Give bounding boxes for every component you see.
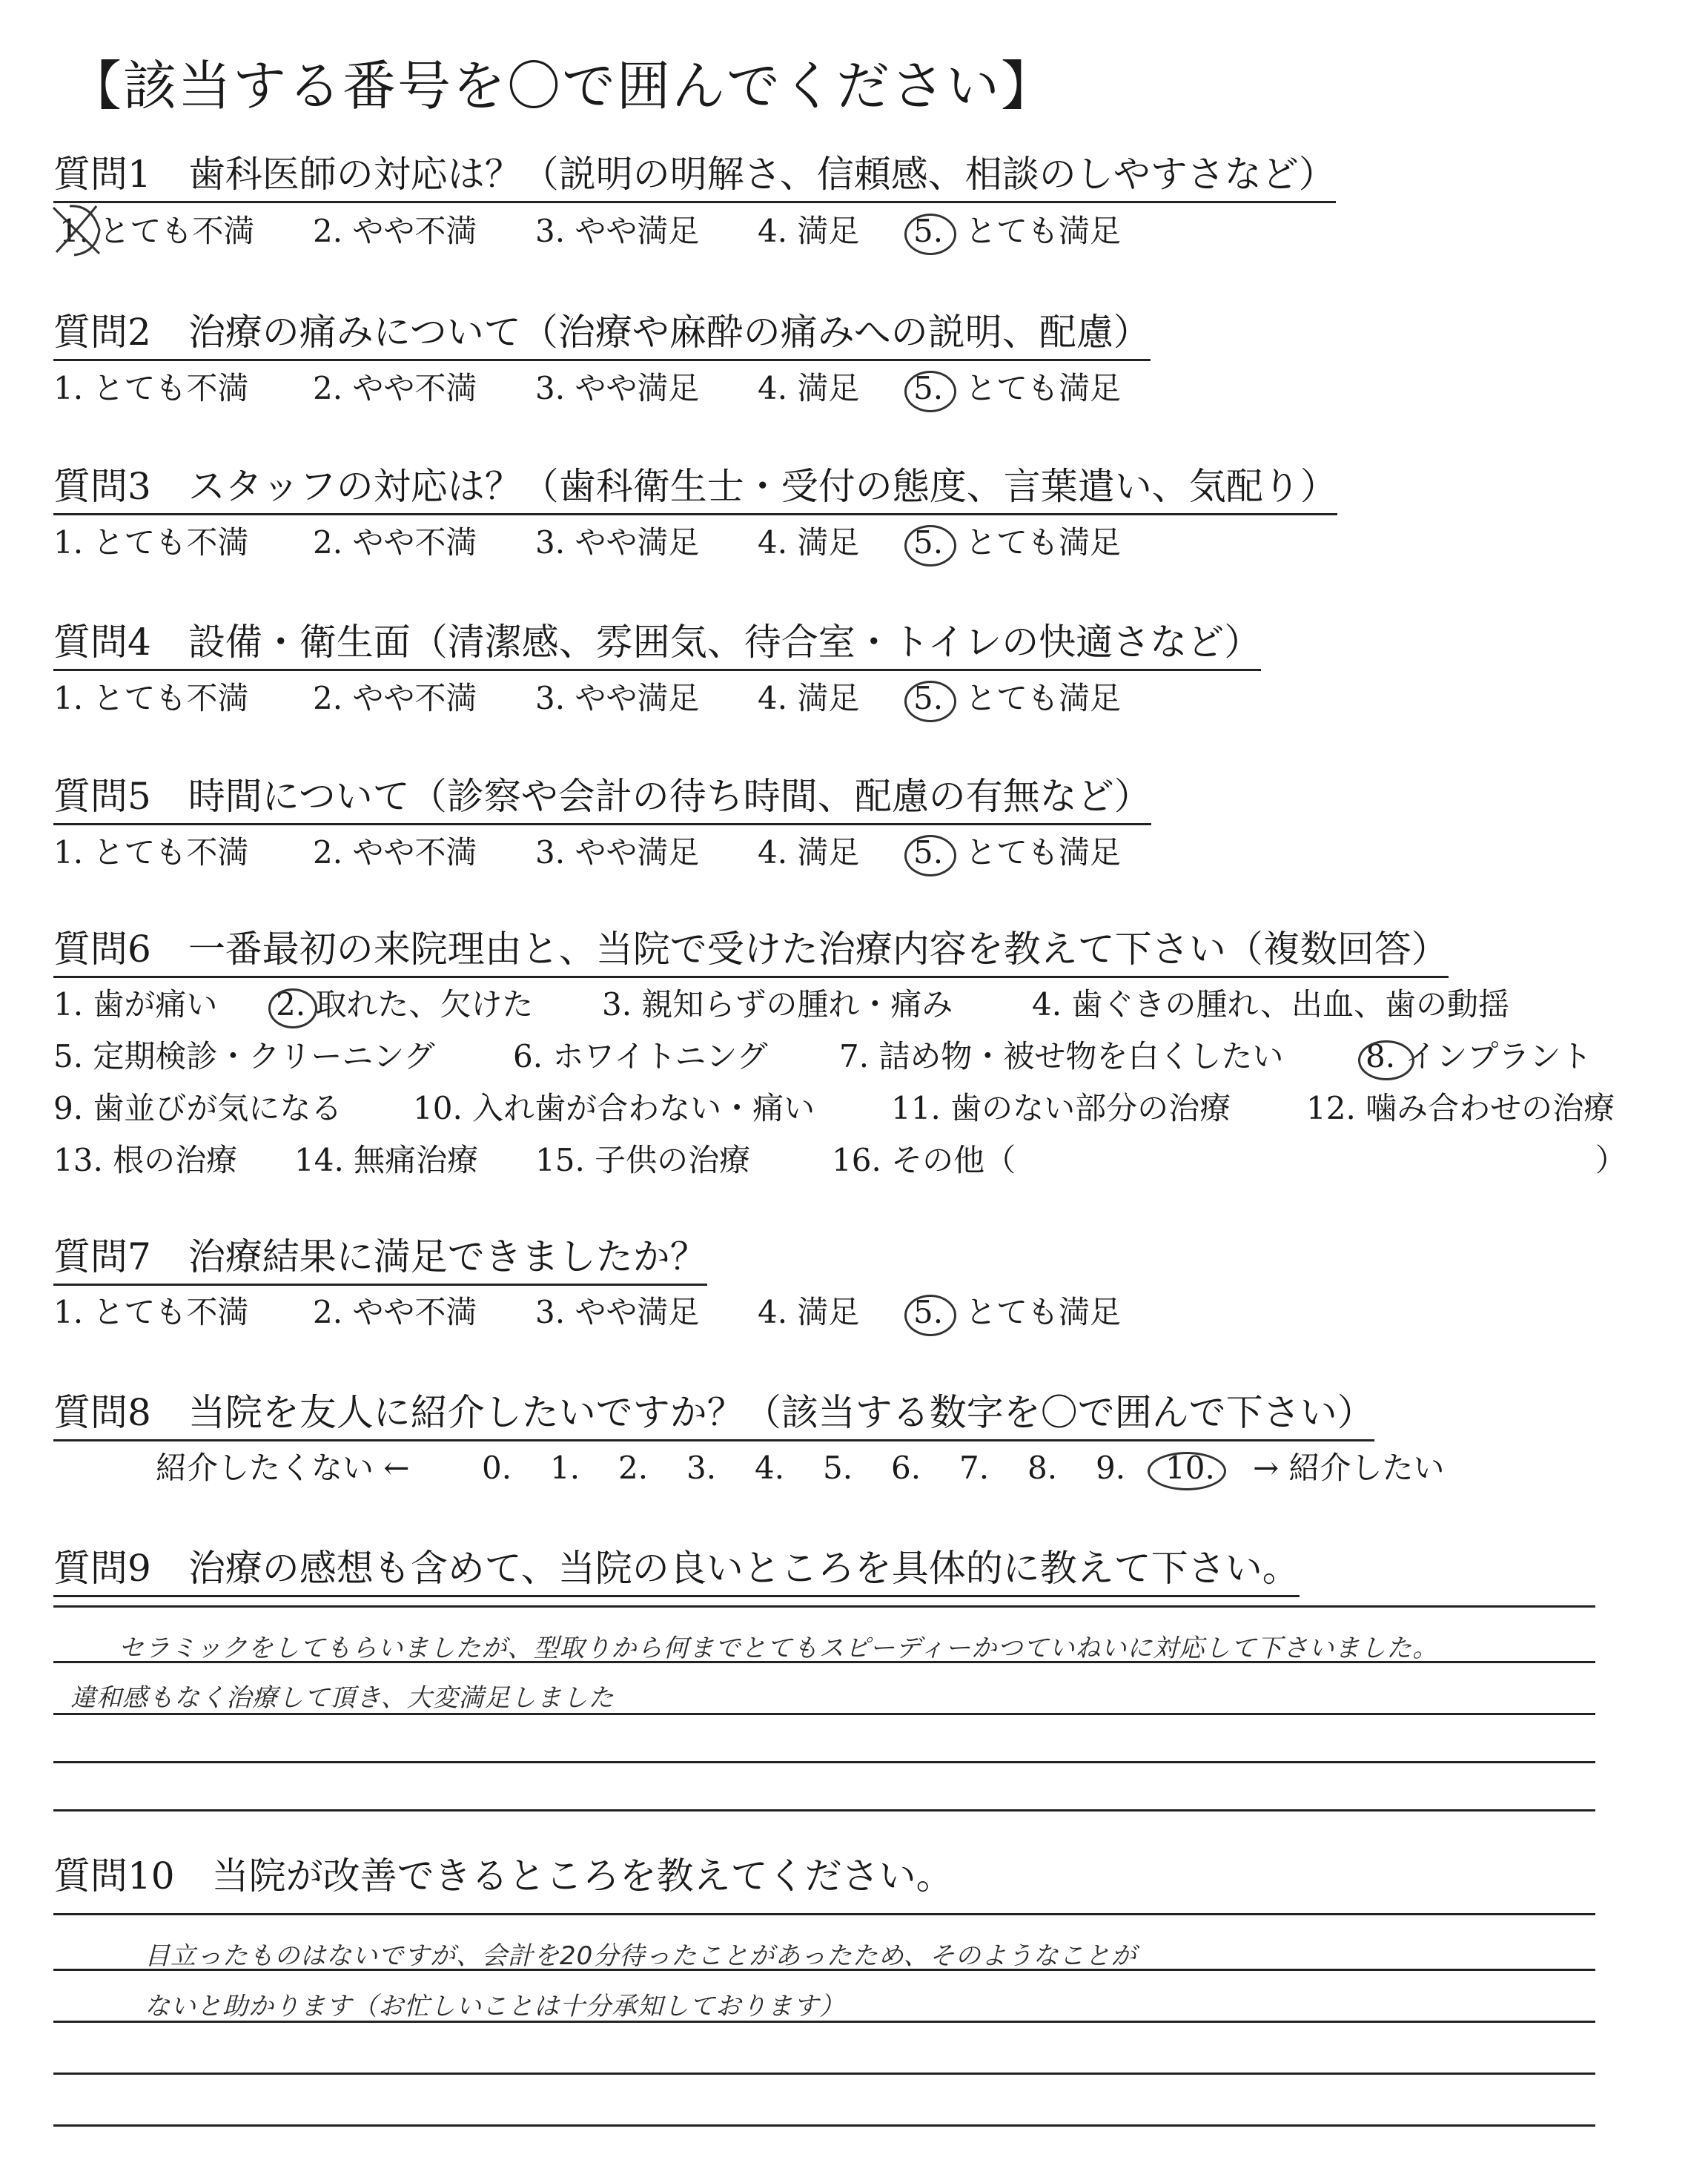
scale-8[interactable]: 8.: [1027, 1450, 1058, 1486]
question-number: 質問1: [53, 153, 151, 196]
option-2[interactable]: 2. やや不満: [313, 834, 477, 871]
question-number: 質問2: [53, 311, 151, 354]
question-number: 質問6: [53, 928, 151, 971]
option-5-label: とても満足: [965, 680, 1122, 716]
option-5-label: とても満足: [965, 370, 1122, 406]
question-text: 一番最初の来院理由と、当院で受けた治療内容を教えて下さい（複数回答）: [188, 928, 1449, 971]
scale-5[interactable]: 5.: [823, 1450, 853, 1486]
option-5[interactable]: 5.: [913, 834, 944, 871]
q6-option-16[interactable]: 16. その他（: [832, 1142, 1016, 1178]
scale-0[interactable]: 0.: [482, 1450, 512, 1486]
q6-option-10[interactable]: 10. 入れ歯が合わない・痛い: [413, 1090, 815, 1126]
question-4-title: [53, 620, 1261, 671]
option-2[interactable]: 2. やや不満: [313, 524, 477, 561]
answer-line: [53, 1809, 1595, 1811]
option-3[interactable]: 3. やや満足: [535, 524, 700, 561]
q6-option-16-close: ）: [1595, 1142, 1627, 1178]
q6-option-12[interactable]: 12. 噛み合わせの治療: [1306, 1090, 1615, 1126]
scale-1[interactable]: 1.: [550, 1450, 580, 1486]
scale-9[interactable]: 9.: [1096, 1450, 1126, 1486]
question-text: スタッフの対応は？（歯科衛生士・受付の態度、言葉遣い、気配り）: [188, 465, 1337, 508]
answer-line: [53, 1761, 1595, 1763]
option-3[interactable]: 3. やや満足: [535, 370, 700, 406]
option-3[interactable]: 3. やや満足: [535, 213, 700, 249]
option-2[interactable]: 2. やや不満: [313, 1294, 477, 1330]
option-1[interactable]: 1. とても不満: [53, 370, 249, 406]
option-5[interactable]: 5.: [913, 524, 944, 561]
question-text: 当院を友人に紹介したいですか？（該当する数字を〇で囲んで下さい）: [188, 1391, 1374, 1434]
question-3-title: [53, 464, 1337, 515]
scale-6[interactable]: 6.: [891, 1450, 921, 1486]
question-number: 質問9: [53, 1547, 151, 1590]
question-text: 時間について（診察や会計の待ち時間、配慮の有無など）: [188, 775, 1151, 818]
scale-left-label: 紹介したくない ←: [156, 1450, 410, 1486]
question-number: 質問8: [53, 1391, 151, 1434]
option-5[interactable]: 5.: [913, 680, 944, 716]
option-1[interactable]: 1. とても不満: [53, 680, 249, 716]
option-4[interactable]: 4. 満足: [758, 680, 860, 716]
question-5-title: [53, 774, 1151, 825]
option-2[interactable]: 2. やや不満: [313, 370, 477, 406]
option-5-label: とても満足: [965, 213, 1122, 249]
question-2-title: [53, 310, 1151, 361]
option-3[interactable]: 3. やや満足: [535, 680, 700, 716]
option-1[interactable]: 1. とても不満: [59, 213, 255, 249]
q6-option-15[interactable]: 15. 子供の治療: [535, 1142, 751, 1178]
answer-line: [53, 1605, 1595, 1608]
option-5-label: とても満足: [965, 834, 1122, 871]
q6-option-7[interactable]: 7. 詰め物・被せ物を白くしたい: [839, 1038, 1284, 1074]
option-4[interactable]: 4. 満足: [758, 370, 860, 406]
question-number: 質問10: [53, 1855, 175, 1898]
option-3[interactable]: 3. やや満足: [535, 1294, 700, 1330]
answer-line: [53, 1969, 1595, 1971]
scale-7[interactable]: 7.: [959, 1450, 990, 1486]
option-5-label: とても満足: [965, 1294, 1122, 1330]
answer-line: [53, 1661, 1595, 1663]
question-number: 質問4: [53, 621, 151, 664]
scale-right-label: → 紹介したい: [1253, 1450, 1445, 1486]
q6-option-6[interactable]: 6. ホワイトニング: [513, 1038, 768, 1074]
option-5[interactable]: 5.: [913, 213, 944, 249]
option-1[interactable]: 1. とても不満: [53, 524, 249, 561]
question-1-title: [53, 152, 1336, 203]
question-9-title: [53, 1546, 1300, 1597]
q6-option-14[interactable]: 14. 無痛治療: [294, 1142, 479, 1178]
question-text: 歯科医師の対応は？（説明の明解さ、信頼感、相談のしやすさなど）: [188, 153, 1336, 196]
question-number: 質問3: [53, 465, 151, 508]
q6-option-11[interactable]: 11. 歯のない部分の治療: [891, 1090, 1231, 1126]
option-5[interactable]: 5.: [913, 1294, 944, 1330]
option-3[interactable]: 3. やや満足: [535, 834, 700, 871]
q9-answer-line-1[interactable]: セラミックをしてもらいましたが、型取りから何までとてもスピーディーかつていねいに対応して下さいました。: [119, 1634, 1439, 1663]
answer-line: [53, 2073, 1595, 2075]
q6-option-3[interactable]: 3. 親知らずの腫れ・痛み: [602, 986, 953, 1023]
option-4[interactable]: 4. 満足: [758, 1294, 860, 1330]
question-text: 治療結果に満足できましたか？: [188, 1235, 707, 1278]
q10-answer-line-2[interactable]: ないと助かります（お忙しいことは十分承知しております）: [145, 1992, 845, 2021]
question-7-title: [53, 1235, 707, 1286]
q6-option-4[interactable]: 4. 歯ぐきの腫れ、出血、歯の動揺: [1032, 986, 1509, 1023]
question-8-title: [53, 1390, 1374, 1441]
option-5-label: とても満足: [965, 524, 1122, 561]
q6-option-8[interactable]: 8. インプラント: [1366, 1038, 1592, 1074]
option-1[interactable]: 1. とても不満: [53, 1294, 249, 1330]
q9-answer-line-2[interactable]: 違和感もなく治療して頂き、大変満足しました: [70, 1683, 615, 1713]
q6-option-2[interactable]: 2. 取れた、欠けた: [276, 986, 534, 1023]
option-1[interactable]: 1. とても不満: [53, 834, 249, 871]
answer-line: [53, 2021, 1595, 2023]
question-number: 質問5: [53, 775, 151, 818]
option-4[interactable]: 4. 満足: [758, 834, 860, 871]
scale-4[interactable]: 4.: [755, 1450, 785, 1486]
q10-answer-line-1[interactable]: 目立ったものはないですが、会計を20分待ったことがあったため、そのようなことが: [145, 1941, 1137, 1971]
option-5[interactable]: 5.: [913, 370, 944, 406]
question-6-title: [53, 927, 1449, 978]
form-header: 【該当する番号を〇で囲んでください】: [68, 55, 1056, 117]
question-text: 治療の感想も含めて、当院の良いところを具体的に教えて下さい。: [188, 1547, 1300, 1590]
option-2[interactable]: 2. やや不満: [313, 213, 477, 249]
question-10-title: [53, 1854, 953, 1903]
answer-line: [53, 2124, 1595, 2127]
question-text: 当院が改善できるところを教えてください。: [211, 1855, 953, 1898]
option-2[interactable]: 2. やや不満: [313, 680, 477, 716]
scale-10[interactable]: 10.: [1165, 1450, 1215, 1486]
option-4[interactable]: 4. 満足: [758, 213, 860, 249]
question-number: 質問7: [53, 1235, 151, 1278]
q6-option-13[interactable]: 13. 根の治療: [53, 1142, 238, 1178]
q6-option-9[interactable]: 9. 歯並びが気になる: [53, 1090, 342, 1126]
q6-option-1[interactable]: 1. 歯が痛い: [53, 986, 218, 1023]
answer-line: [53, 1713, 1595, 1715]
q6-option-5[interactable]: 5. 定期検診・クリーニング: [53, 1038, 435, 1074]
scale-3[interactable]: 3.: [686, 1450, 717, 1486]
answer-line: [53, 1913, 1595, 1915]
question-text: 治療の痛みについて（治療や麻酔の痛みへの説明、配慮）: [188, 311, 1151, 354]
question-text: 設備・衛生面（清潔感、雰囲気、待合室・トイレの快適さなど）: [188, 621, 1262, 664]
option-4[interactable]: 4. 満足: [758, 524, 860, 561]
scale-2[interactable]: 2.: [618, 1450, 649, 1486]
